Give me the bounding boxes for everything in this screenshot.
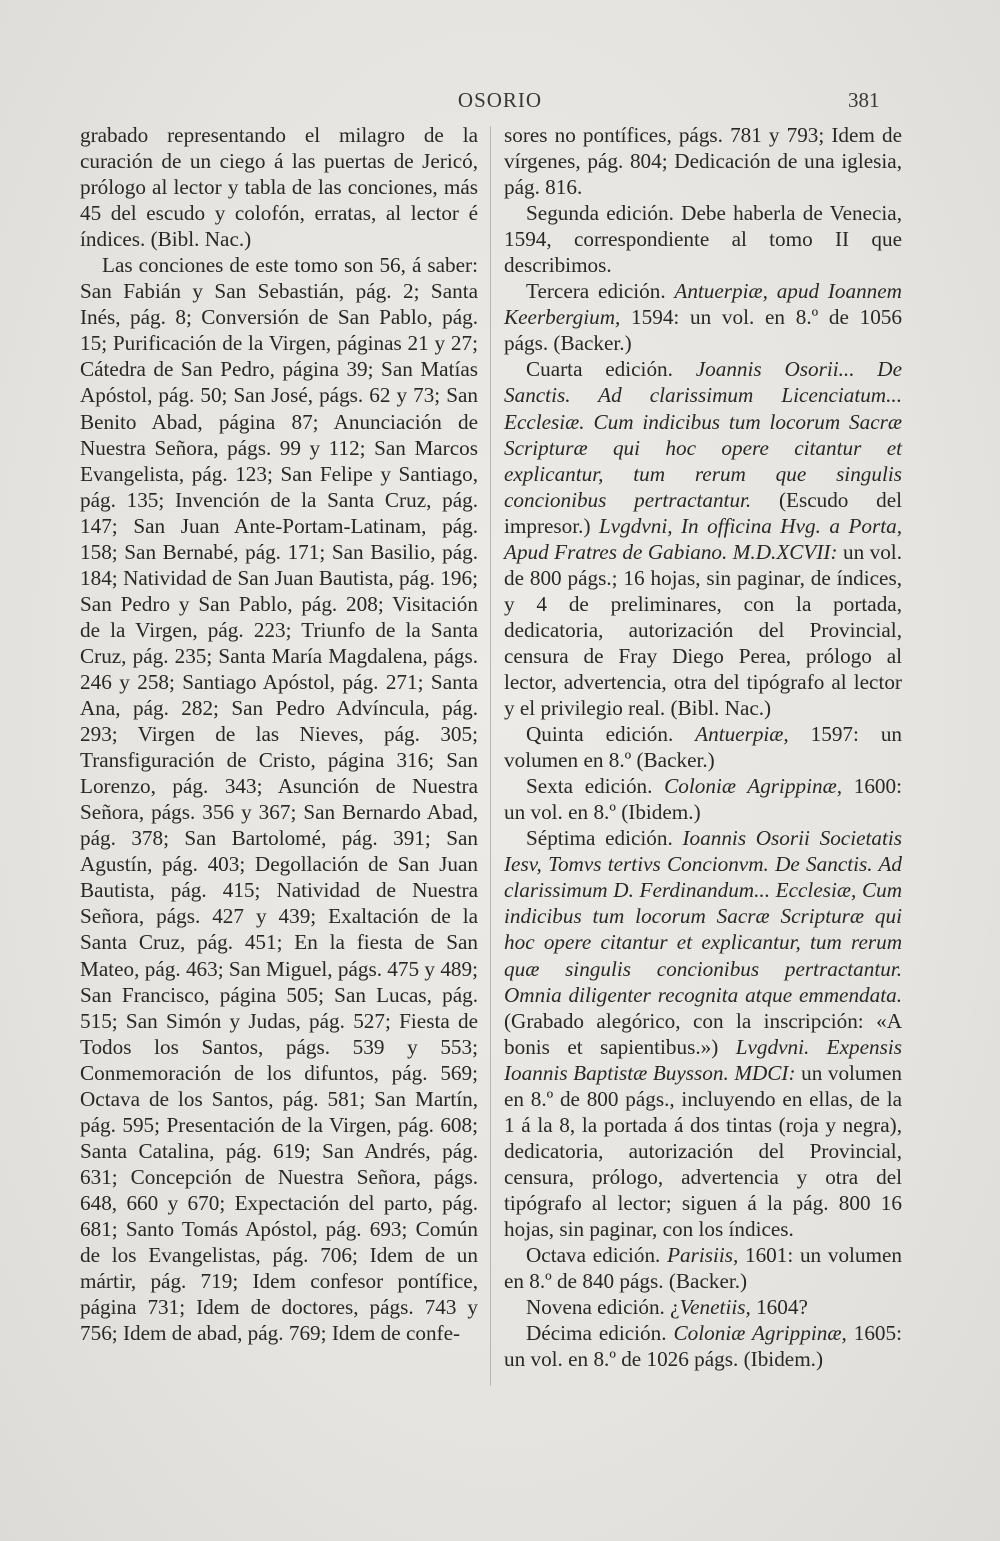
edition-details: 1594: un vol. en 8.º de 1056 págs. (Backer.): [504, 305, 902, 356]
right-paragraph-septima-edicion: [504, 825, 902, 1242]
edition-label: Décima edición.: [526, 1321, 674, 1346]
imprint-italic: Coloniæ Agrippinæ,: [664, 774, 843, 799]
right-paragraph-decima-edicion: [504, 1320, 902, 1372]
right-column: [504, 122, 902, 1372]
title-italic: Joannis Osorii... De Sanctis. Ad clarissimum Licenciatum... Ecclesiæ. Cum indicibus tum locorum Sacræ Scripturæ qui hoc opere citantur et explicantur, tum rerum que singulis concionibus pertractantur.: [504, 357, 902, 512]
edition-label: Séptima edición.: [526, 826, 683, 851]
edition-label: Octava edición.: [526, 1243, 668, 1268]
edition-label: Tercera edición.: [526, 279, 675, 304]
edition-label: Novena edición. ¿: [526, 1295, 680, 1320]
imprint-italic: Parisiis,: [667, 1243, 739, 1268]
left-paragraph-2: Las conciones de este tomo son 56, á saber: San Fabián y San Sebastián, pág. 2; Santa Inés, pág. 8; Conversión de San Pablo, pág. 15; Purificación de la Virgen, páginas 21 y 27; Cátedra de San Pedro, página 39; San Matías Apóstol, pág. 50; San José, págs. 62 y 73; San Benito Abad, página 87; Anunciación de Nuestra Señora, págs. 99 y 112; San Marcos Evangelista, pág. 123; San Felipe y Santiago, pág. 135; Invención de la Santa Cruz, pág. 147; San Juan Ante-Portam-Latinam, pág. 158; San Bernabé, pág. 171; San Basilio, pág. 184; Natividad de San Juan Bautista, pág. 196; San Pedro y San Pablo, pág. 208; Visitación de la Virgen, pág. 223; Triunfo de la Santa Cruz, pág. 235; Santa María Magdalena, págs. 246 y 258; Santiago Apóstol, pág. 271; Santa Ana, pág. 282; San Pedro Advíncula, pág. 293; Virgen de las Nieves, pág. 305; Transfiguración de Cristo, página 316; San Lorenzo, pág. 343; Asunción de Nuestra Señora, págs. 356 y 367; San Bernardo Abad, pág. 378; San Bartolomé, pág. 391; San Agustín, pág. 403; Degollación de San Juan Bautista, pág. 415; Natividad de Nuestra Señora, págs. 427 y 439; Exaltación de la Santa Cruz, pág. 451; En la fiesta de San Mateo, pág. 463; San Miguel, págs. 475 y 489; San Francisco, página 505; San Lucas, pág. 515; San Simón y Judas, pág. 527; Fiesta de Todos los Santos, págs. 539 y 553; Conmemoración de los difuntos, pág. 569; Octava de los Santos, pág. 581; San Martín, pág. 595; Presentación de la Virgen, pág. 608; Santa Catalina, pág. 619; San Andrés, pág. 631; Concepción de Nuestra Señora, págs. 648, 660 y 670; Expectación del parto, pág. 681; Santo Tomás Apóstol, pág. 693; Común de los Evangelistas, pág. 706; Idem de un mártir, pág. 719; Idem confesor pontífice, página 731; Idem de doctores, págs. 743 y 756; Idem de abad, pág. 769; Idem de confe-: [80, 253, 478, 1346]
right-paragraph-octava-edicion: [504, 1242, 902, 1294]
left-paragraph-1: grabado representando el milagro de la curación de un ciego á las puertas de Jericó, prólogo al lector y tabla de las conciones, más 45 del escudo y colofón, erratas, al lector é índices. (Bibl. Nac.): [80, 123, 478, 252]
edition-note: (Escudo del impresor.): [504, 487, 902, 538]
edition-details: 1604?: [750, 1295, 808, 1320]
right-paragraph-1: sores no pontífices, págs. 781 y 793; Idem de vírgenes, pág. 804; Dedicación de una iglesia, pág. 816.: [504, 123, 902, 200]
title-italic: Ioannis Osorii Societatis Iesv, Tomvs tertivs Concionvm. De Sanctis. Ad clarissimum D. Ferdinandum... Ecclesiæ, Cum indicibus tum locorum Sacræ Scripturæ qui hoc opere citantur et explicantur, tum rerum quæ singulis concionibus pertractantur. Omnia diligenter recognita atque emmendata.: [504, 826, 902, 1007]
imprint-italic: Lvgdvni. Expensis Ioannis Baptistæ Buysson. MDCI:: [504, 1034, 903, 1085]
edition-details: 1600: un vol. en 8.º (Ibidem.): [504, 774, 903, 825]
page-number: 381: [848, 88, 880, 112]
imprint-italic: Lvgdvni, In officina Hvg. a Porta, Apud Fratres de Gabiano. M.D.XCVII:: [504, 513, 902, 564]
left-column: [80, 122, 478, 1346]
edition-note: (Grabado alegórico, con la inscripción: «A bonis et sapientibus.»): [504, 1008, 902, 1059]
edition-label: Quinta edición.: [526, 722, 696, 747]
right-paragraph-quinta-edicion: [504, 721, 902, 773]
right-paragraph-sexta-edicion: [504, 773, 902, 825]
imprint-italic: Antuerpiæ,: [695, 722, 789, 747]
edition-details: 1601: un volumen en 8.º de 840 págs. (Backer.): [504, 1243, 902, 1294]
imprint-italic: Antuerpiæ, apud Ioannem Keerbergium,: [504, 279, 902, 330]
right-paragraph-novena-edicion: [504, 1294, 902, 1320]
column-divider: [490, 126, 491, 1386]
imprint-italic: Coloniæ Agrippinæ,: [673, 1321, 847, 1346]
imprint-italic: Venetiis,: [679, 1295, 751, 1320]
right-paragraph-tercera-edicion: [504, 278, 902, 356]
edition-details: un vol. de 800 págs.; 16 hojas, sin paginar, de índices, y 4 de preliminares, con la portada, dedicatoria, autorización del Provincial, censura de Fray Diego Perea, prólogo al lector, advertencia, otra del tipógrafo al lector y el privilegio real. (Bibl. Nac.): [504, 539, 902, 721]
edition-label: Cuarta edición.: [526, 357, 696, 382]
edition-label: Sexta edición.: [526, 774, 665, 799]
edition-details: 1605: un vol. en 8.º de 1026 págs. (Ibidem.): [504, 1321, 903, 1372]
edition-details: un volumen en 8.º de 800 págs., incluyendo en ellas, de la 1 á la 8, la portada á dos tintas (roja y negra), dedicatoria, autorización del Provincial, censura, prólogo, advertencia y otra del tipógrafo al lector; siguen á la pág. 800 16 hojas, sin paginar, con los índices.: [504, 1060, 902, 1241]
edition-details: 1597: un volumen en 8.º (Backer.): [504, 722, 903, 773]
right-paragraph-segunda-edicion: Segunda edición. Debe haberla de Venecia, 1594, correspondiente al tomo II que describimos.: [504, 201, 902, 278]
running-header-title: OSORIO: [457, 88, 543, 112]
right-paragraph-cuarta-edicion: [504, 356, 902, 721]
